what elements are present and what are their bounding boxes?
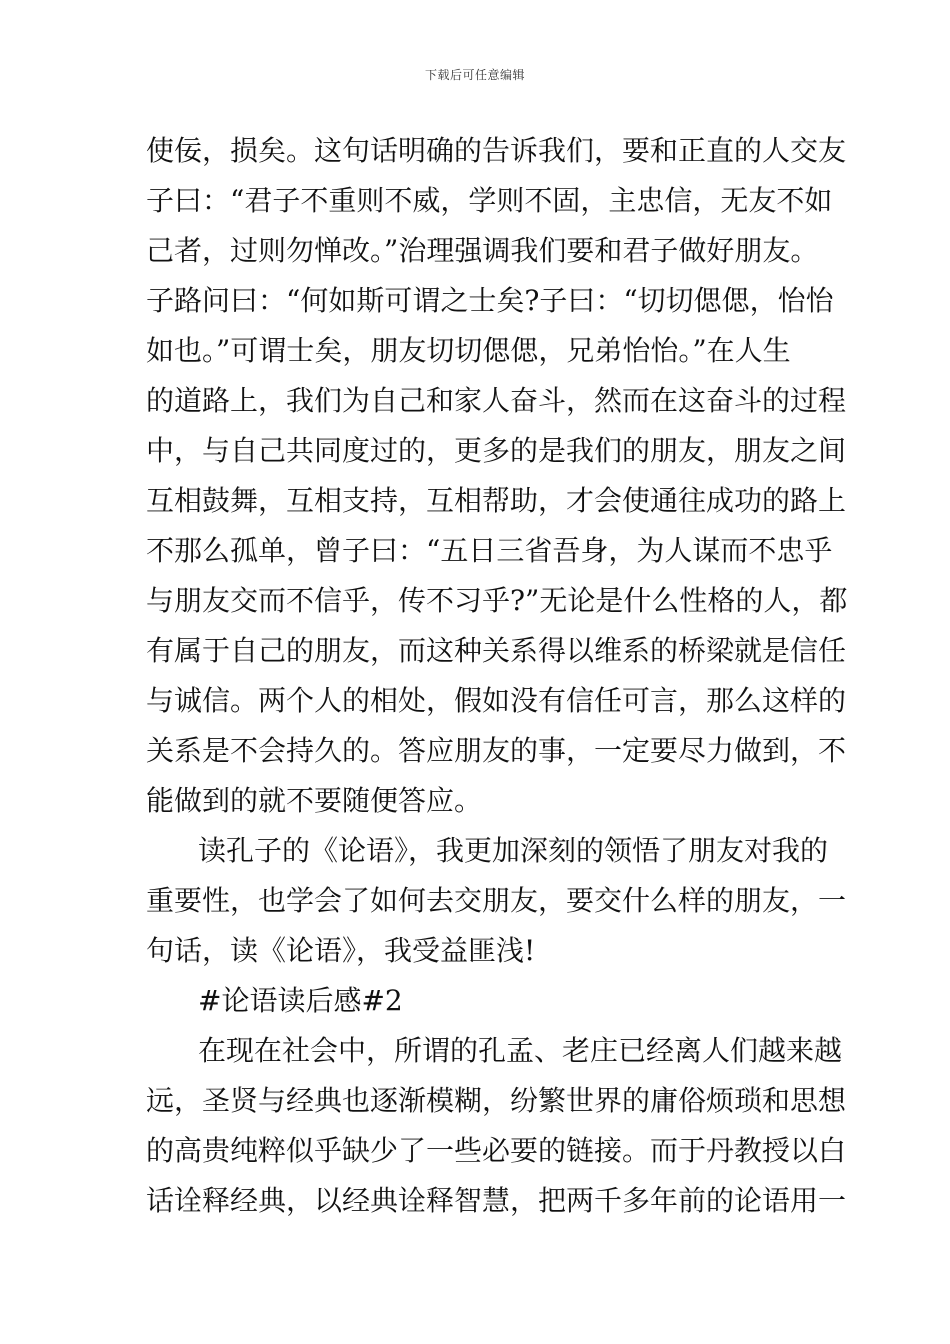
text-line: 使佞，损矣。这句话明确的告诉我们，要和正直的人交友 <box>146 134 847 167</box>
text-line: 能做到的就不要随便答应。 <box>146 784 483 817</box>
text-line: 有属于自己的朋友，而这种关系得以维系的桥梁就是信任 <box>146 634 847 667</box>
text-line: 不那么孤单，曾子曰：“五日三省吾身，为人谋而不忠乎 <box>146 534 833 567</box>
text-line: 子路问曰：“何如斯可谓之士矣?子曰：“切切偲偲，怡怡 <box>146 284 834 317</box>
text-line: 与诚信。两个人的相处，假如没有信任可言，那么这样的 <box>146 684 847 717</box>
text-line: 的道路上，我们为自己和家人奋斗，然而在这奋斗的过程 <box>146 384 847 417</box>
page-header: 下载后可任意编辑 <box>424 68 525 82</box>
text-line: 重要性，也学会了如何去交朋友，要交什么样的朋友，一 <box>146 884 847 917</box>
text-line: 如也。”可谓士矣，朋友切切偲偲，兄弟怡怡。”在人生 <box>146 334 791 367</box>
text-line: 话诠释经典，以经典诠释智慧，把两千多年前的论语用一 <box>146 1184 847 1217</box>
text-line: 互相鼓舞，互相支持，互相帮助，才会使通往成功的路上 <box>146 484 847 517</box>
text-line: 关系是不会持久的。答应朋友的事，一定要尽力做到，不 <box>146 734 847 767</box>
text-line: 己者，过则勿惮改。”治理强调我们要和君子做好朋友。 <box>146 234 819 267</box>
text-line: 句话，读《论语》，我受益匪浅! <box>146 934 536 967</box>
paragraph-start-line: 在现在社会中，所谓的孔孟、老庄已经离人们越来越 <box>198 1034 843 1067</box>
text-line: 远，圣贤与经典也逐渐模糊，纷繁世界的庸俗烦琐和思想 <box>146 1084 847 1117</box>
document-body <box>146 126 848 1226</box>
section-heading: #论语读后感#2 <box>198 984 403 1017</box>
text-line: 的高贵纯粹似乎缺少了一些必要的链接。而于丹教授以白 <box>146 1134 847 1167</box>
text-line: 与朋友交而不信乎，传不习乎?”无论是什么性格的人，都 <box>146 584 848 617</box>
text-line: 子曰：“君子不重则不威，学则不固，主忠信，无友不如 <box>146 184 833 217</box>
text-line: 中，与自己共同度过的，更多的是我们的朋友，朋友之间 <box>146 434 847 467</box>
paragraph-start-line: 读孔子的《论语》，我更加深刻的领悟了朋友对我的 <box>198 834 829 867</box>
